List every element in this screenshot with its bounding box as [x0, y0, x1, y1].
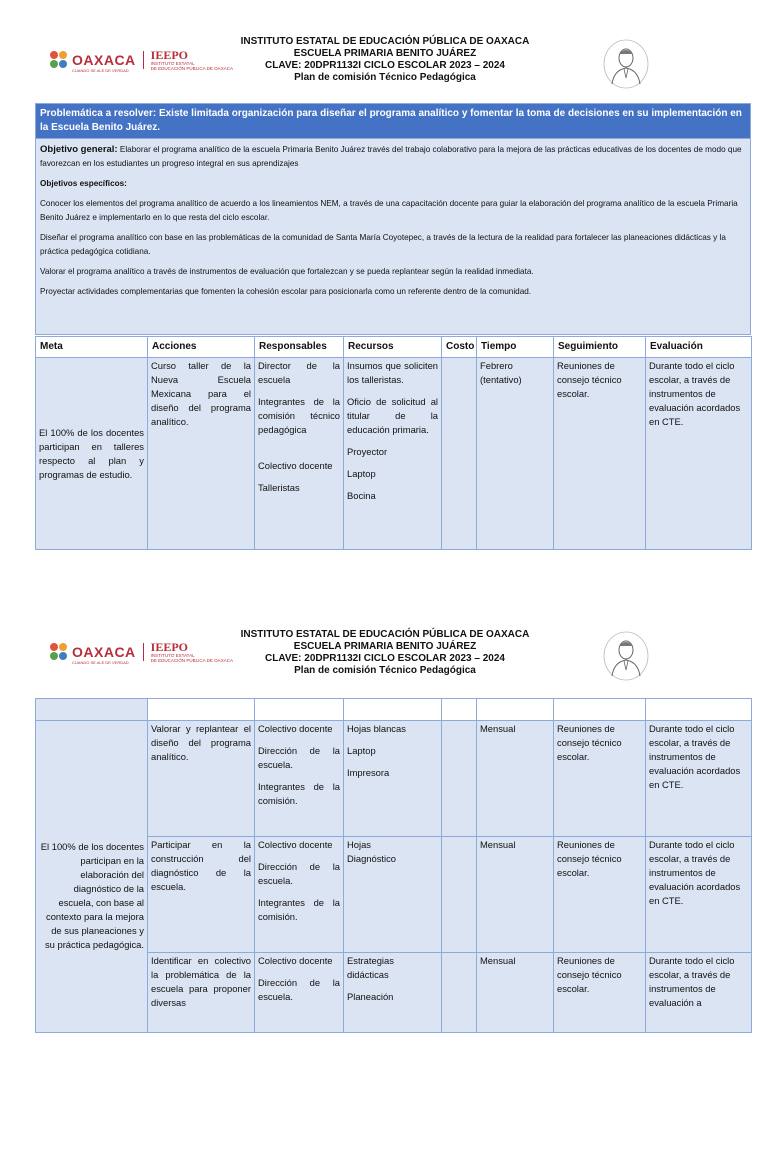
responsables-cell: Colectivo docente Dirección de la escuela. Integrantes de la comisión.: [255, 837, 344, 953]
document-header: INSTITUTO ESTATAL DE EDUCACIÓN PÚBLICA DE OAXACA ESCUELA PRIMARIA BENITO JUÁREZ CLAVE: 20DPR1132I CICLO ESCOLAR 2023 – 2024 Plan de comisión Técnico Pedagógica: [240, 629, 530, 676]
obj-general-label: Objetivo general:: [40, 144, 118, 155]
evaluacion-cell: Durante todo el ciclo escolar, a través de instrumentos de evaluación acordados en CTE.: [646, 721, 752, 837]
plan-table-page2: [35, 698, 752, 1033]
recursos-cell: Hojas blancas Laptop Impresora: [344, 721, 442, 837]
page-1: [0, 0, 768, 560]
tiempo-cell: Mensual: [477, 953, 554, 1033]
benito-juarez-portrait-icon: [602, 38, 650, 90]
responsables-cell: Director de la escuela Integrantes de la comisión técnico pedagógica Colectivo docente Talleristas: [255, 358, 344, 550]
obj-general-text: Elaborar el programa analítico de la escuela Primaria Benito Juárez través del trabajo colaborativo para la mejora de las prácticas educativas de los docentes de modo que favorezcan en los estudiantes un progreso integral en sus aprendizajes: [40, 145, 742, 168]
costo-cell: [442, 953, 477, 1033]
col-meta: Meta: [36, 337, 148, 358]
logo-ieepo: IEEPO INSTITUTO ESTATAL DE EDUCACIÓN PÚBLICA DE OAXACA: [150, 640, 233, 663]
page-2: [0, 590, 768, 1150]
plan-table-page1: [35, 336, 752, 550]
evaluacion-cell: Durante todo el ciclo escolar, a través de instrumentos de evaluación acordados en CTE.: [646, 837, 752, 953]
col-evaluacion: Evaluación: [646, 337, 752, 358]
oaxaca-emblem-icon: [50, 51, 68, 69]
costo-cell: [442, 358, 477, 550]
logo-oaxaca-sub: CUANDO SE ALE DE VERDAD: [72, 68, 129, 73]
obj-especifico-1: Conocer los elementos del programa analítico de acuerdo a los lineamientos NEM, a través de una capacitación docente para guiar la elaboración del programa analítico de la escuela Primaria Benito Juárez e implementarlo en lo que resta del ciclo escolar.: [40, 199, 738, 222]
meta-cell: El 100% de los docentes participan en talleres respecto al plan y programas de estudio.: [36, 358, 148, 550]
tiempo-cell: Mensual: [477, 721, 554, 837]
acciones-cell: Curso taller de la Nueva Escuela Mexicana para el diseño del programa analítico.: [148, 358, 255, 550]
obj-especifico-4: Proyectar actividades complementarias que fomenten la cohesión escolar para posicionarla como un referente dentro de la comunidad.: [40, 287, 532, 296]
obj-especifico-3: Valorar el programa analítico a través de instrumentos de evaluación que fortalezcan y se pueda replantear según la realidad inmediata.: [40, 267, 534, 276]
obj-especifico-2: Diseñar el programa analítico con base en las problemáticas de la comunidad de Santa María Coyotepec, a través de la lectura de la realidad para fortalecer las planeaciones didácticas y la práctica pedagógica cotidiana.: [40, 233, 726, 256]
recursos-cell: Hojas Diagnóstico: [344, 837, 442, 953]
costo-cell: [442, 721, 477, 837]
table-header-row-empty: [36, 699, 752, 721]
objectives-table: [35, 103, 751, 335]
responsables-cell: Colectivo docente Dirección de la escuela.: [255, 953, 344, 1033]
oaxaca-emblem-icon: [50, 643, 68, 661]
seguimiento-cell: Reuniones de consejo técnico escolar.: [554, 837, 646, 953]
seguimiento-cell: Reuniones de consejo técnico escolar.: [554, 721, 646, 837]
seguimiento-cell: Reuniones de consejo técnico escolar.: [554, 358, 646, 550]
obj-especificos-label: Objetivos específicos:: [40, 179, 127, 188]
table-row: [36, 358, 752, 550]
responsables-cell: Colectivo docente Dirección de la escuela. Integrantes de la comisión.: [255, 721, 344, 837]
logo-oaxaca-sub: CUANDO SE ALE DE VERDAD: [72, 660, 129, 665]
acciones-cell: Identificar en colectivo la problemática de la escuela para proponer diversas: [148, 953, 255, 1033]
meta-cell: El 100% de los docentes participan en la elaboración del diagnóstico de la escuela, con base al contexto para la mejora de sus planeaciones y su práctica pedagógica.: [36, 721, 148, 1033]
tiempo-cell: Mensual: [477, 837, 554, 953]
evaluacion-cell: Durante todo el ciclo escolar, a través de instrumentos de evaluación acordados en CTE.: [646, 358, 752, 550]
acciones-cell: Valorar y replantear el diseño del programa analítico.: [148, 721, 255, 837]
recursos-cell: Insumos que soliciten los talleristas. Oficio de solicitud al titular de la educación primaria. Proyector Laptop Bocina: [344, 358, 442, 550]
seguimiento-cell: Reuniones de consejo técnico escolar.: [554, 953, 646, 1033]
logo-separator: [143, 643, 144, 661]
col-acciones: Acciones: [148, 337, 255, 358]
document-header: INSTITUTO ESTATAL DE EDUCACIÓN PÚBLICA DE OAXACA ESCUELA PRIMARIA BENITO JUÁREZ CLAVE: 20DPR1132I CICLO ESCOLAR 2023 – 2024 Plan de comisión Técnico Pedagógica: [240, 36, 530, 83]
table-row: [36, 721, 752, 837]
table-header-row: [36, 337, 752, 358]
evaluacion-cell: Durante todo el ciclo escolar, a través de instrumentos de evaluación a: [646, 953, 752, 1033]
problematica-cell: Problemática a resolver: Existe limitada organización para diseñar el programa analítico y fomentar la toma de decisiones en su implementación en la Escuela Benito Juárez.: [36, 104, 751, 139]
col-seguimiento: Seguimiento: [554, 337, 646, 358]
col-recursos: Recursos: [344, 337, 442, 358]
logo-ieepo: IEEPO INSTITUTO ESTATAL DE EDUCACIÓN PÚBLICA DE OAXACA: [150, 48, 233, 71]
logo-separator: [143, 51, 144, 69]
objectives-cell: [36, 139, 751, 335]
costo-cell: [442, 837, 477, 953]
logo-oaxaca-text: OAXACA: [72, 644, 136, 660]
benito-juarez-portrait-icon: [602, 630, 650, 682]
tiempo-cell: Febrero (tentativo): [477, 358, 554, 550]
col-tiempo: Tiempo: [477, 337, 554, 358]
col-costo: Costo: [442, 337, 477, 358]
recursos-cell: Estrategias didácticas Planeación: [344, 953, 442, 1033]
logo-oaxaca-text: OAXACA: [72, 52, 136, 68]
acciones-cell: Participar en la construcción del diagnóstico de la escuela.: [148, 837, 255, 953]
col-responsables: Responsables: [255, 337, 344, 358]
